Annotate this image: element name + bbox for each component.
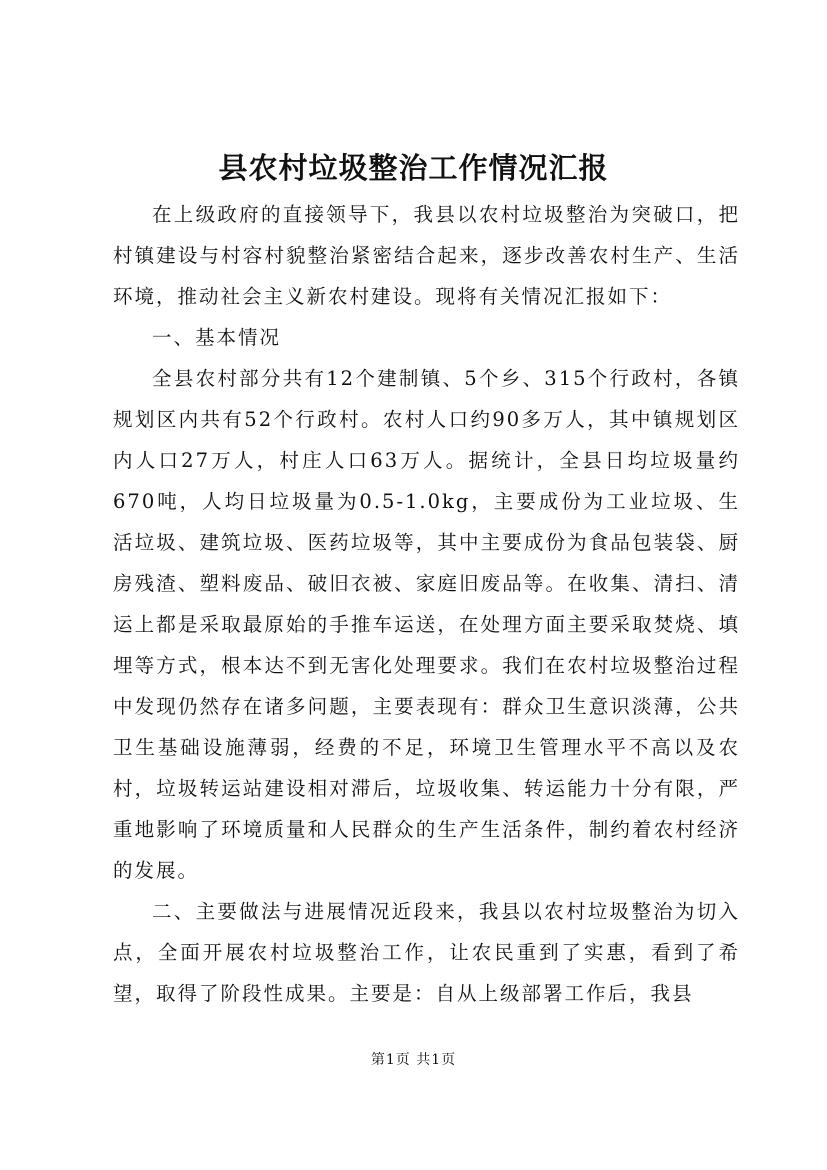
paragraph-main-practices: 二、主要做法与进展情况近段来，我县以农村垃圾整治为切入点，全面开展农村垃圾整治工作，让农民重到了实惠，看到了希望，取得了阶段性成果。主要是：自从上级部署工作后，我县: [113, 900, 740, 1005]
paragraph-basic-situation: 全县农村部分共有12个建制镇、5个乡、315个行政村，各镇规划区内共有52个行政村。农村人口约90多万人，其中镇规划区内人口27万人，村庄人口63万人。据统计，全县日均垃圾量约670吨，人均日垃圾量为0.5-1.0kg，主要成份为工业垃圾、生活垃圾、建筑垃圾、医药垃圾等，其中主要成份为食品包装袋、厨房残渣、塑料废品、破旧衣被、家庭旧废品等。在收集、清扫、清运上都是采取最原始的手推车运送，在处理方面主要采取焚烧、填埋等方式，根本达不到无害化处理要求。我们在农村垃圾整治过程中发现仍然存在诸多问题，主要表现有：群众卫生意识淡薄，公共卫生基础设施薄弱，经费的不足，环境卫生管理水平不高以及农村，垃圾转运站建设相对滞后，垃圾收集、转运能力十分有限，严重地影响了环境质量和人民群众的生产生活条件，制约着农村经济的发展。: [113, 367, 740, 882]
document-title: 县农村垃圾整治工作情况汇报: [218, 151, 609, 185]
document-body: [113, 194, 740, 1014]
section-heading-basic-situation: 一、基本情况: [152, 326, 282, 349]
page-footer: 第1页 共1页: [370, 1052, 457, 1068]
paragraph-intro: 在上级政府的直接领导下，我县以农村垃圾整治为突破口，把村镇建设与村容村貌整治紧密结合起来，逐步改善农村生产、生活环境，推动社会主义新农村建设。现将有关情况汇报如下：: [113, 203, 740, 308]
